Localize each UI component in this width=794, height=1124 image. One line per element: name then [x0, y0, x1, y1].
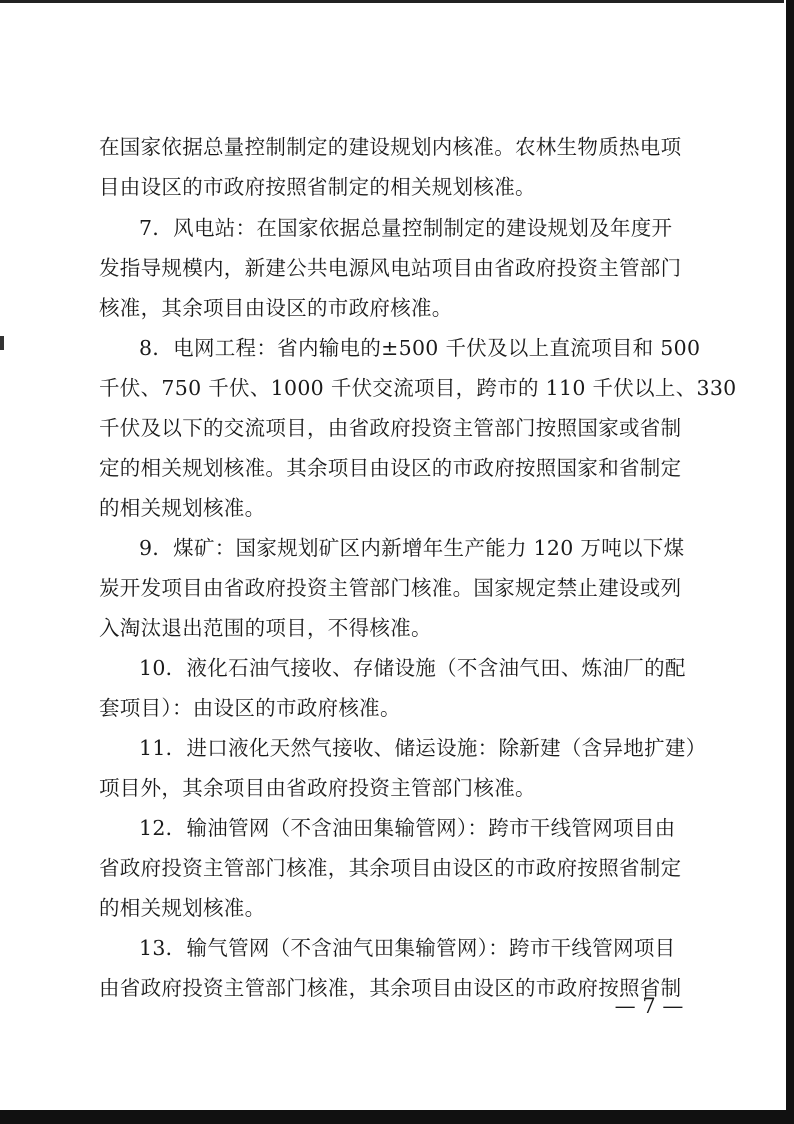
paragraph-line: 的相关规划核准。: [99, 896, 266, 920]
paragraph-line: 11．进口液化天然气接收、储运设施：除新建（含异地扩建）: [139, 736, 707, 760]
paragraph-line: 千伏及以下的交流项目，由省政府投资主管部门按照国家或省制: [99, 416, 682, 440]
paragraph-line: 核准，其余项目由设区的市政府核准。: [99, 296, 453, 320]
paragraph-line: 套项目）：由设区的市政府核准。: [99, 696, 401, 720]
paragraph-line: 项目外，其余项目由省政府投资主管部门核准。: [99, 776, 536, 800]
paragraph-line: 12．输油管网（不含油田集输管网）：跨市干线管网项目由: [139, 816, 676, 840]
paragraph-line: 13．输气管网（不含油气田集输管网）：跨市干线管网项目: [139, 936, 676, 960]
paragraph-line: 由省政府投资主管部门核准，其余项目由设区的市政府按照省制: [99, 976, 682, 1000]
paragraph-line: 发指导规模内，新建公共电源风电站项目由省政府投资主管部门: [99, 256, 682, 280]
paragraph-line: 定的相关规划核准。其余项目由设区的市政府按照国家和省制定: [99, 456, 682, 480]
paragraph-line: 10．液化石油气接收、存储设施（不含油气田、炼油厂的配: [139, 656, 686, 680]
paragraph-line: 7．风电站：在国家依据总量控制制定的建设规划及年度开: [139, 216, 673, 240]
paragraph-line: 9．煤矿：国家规划矿区内新增年生产能力 120 万吨以下煤: [139, 536, 685, 560]
paragraph-line: 省政府投资主管部门核准，其余项目由设区的市政府按照省制定: [99, 856, 682, 880]
paragraph-line: 千伏、750 千伏、1000 千伏交流项目，跨市的 110 千伏以上、330: [99, 376, 737, 400]
paragraph-line: 在国家依据总量控制制定的建设规划内核准。农林生物质热电项: [99, 135, 682, 159]
page-number: — 7 —: [614, 994, 684, 1018]
paragraph-line: 8．电网工程：省内输电的±500 千伏及以上直流项目和 500: [139, 336, 701, 360]
paragraph-line: 入淘汰退出范围的项目，不得核准。: [99, 616, 432, 640]
paragraph-line: 的相关规划核准。: [99, 496, 266, 520]
paragraph-line: 目由设区的市政府按照省制定的相关规划核准。: [99, 175, 536, 199]
paragraph-line: 炭开发项目由省政府投资主管部门核准。国家规定禁止建设或列: [99, 576, 682, 600]
